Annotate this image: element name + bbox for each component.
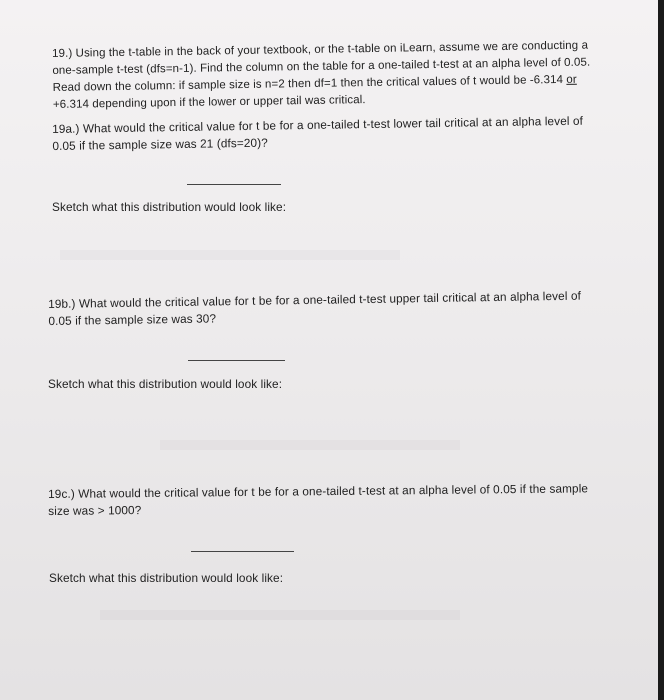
answer-blank-19b[interactable] — [188, 360, 285, 361]
bleed-through-mark — [160, 440, 460, 450]
bleed-through-mark — [60, 250, 400, 260]
q19c-line2: size was > 1000? — [48, 503, 142, 518]
question-19-intro — [52, 38, 591, 114]
sketch-prompt-19a: Sketch what this distribution would look like: — [52, 200, 287, 214]
q19-line2: one-sample t-test (dfs=n-1). Find the column on the table for a one-tailed t-test at an alpha level of 0.05. — [52, 56, 591, 77]
q19b-line1: 19b.) What would the critical value for t be for a one-tailed t-test upper tail critical at an alpha level of — [48, 288, 582, 311]
sketch-prompt-19c: Sketch what this distribution would look like: — [49, 571, 284, 585]
q19-or-underlined: or — [566, 73, 577, 86]
q19b-line2: 0.05 if the sample size was 30? — [48, 311, 217, 328]
question-19c — [48, 480, 588, 520]
q19a-line2: 0.05 if the sample size was 21 (dfs=20)? — [52, 135, 268, 153]
question-19a — [52, 113, 583, 155]
photo-edge — [658, 0, 664, 700]
answer-blank-19a[interactable] — [187, 184, 281, 185]
q19a-line1: 19a.) What would the critical value for t be for a one-tailed t-test lower tail critical at an alpha level of — [52, 113, 584, 136]
q19-line1: 19.) Using the t-table in the back of your textbook, or the t-table on iLearn, assume we are conducting a — [52, 39, 589, 60]
question-19b — [48, 288, 581, 330]
sketch-prompt-19b: Sketch what this distribution would look like: — [48, 377, 283, 391]
q19-line3-text: Read down the column: if sample size is n=2 then df=1 then the critical values of t would be -6.314 — [52, 73, 567, 94]
q19c-line1: 19c.) What would the critical value for t be for a one-tailed t-test at an alpha level of 0.05 if the sample — [48, 481, 589, 501]
q19-line4: +6.314 depending upon if the lower or upper tail was critical. — [52, 94, 366, 111]
answer-blank-19c[interactable] — [191, 551, 294, 552]
bleed-through-mark — [100, 610, 460, 620]
